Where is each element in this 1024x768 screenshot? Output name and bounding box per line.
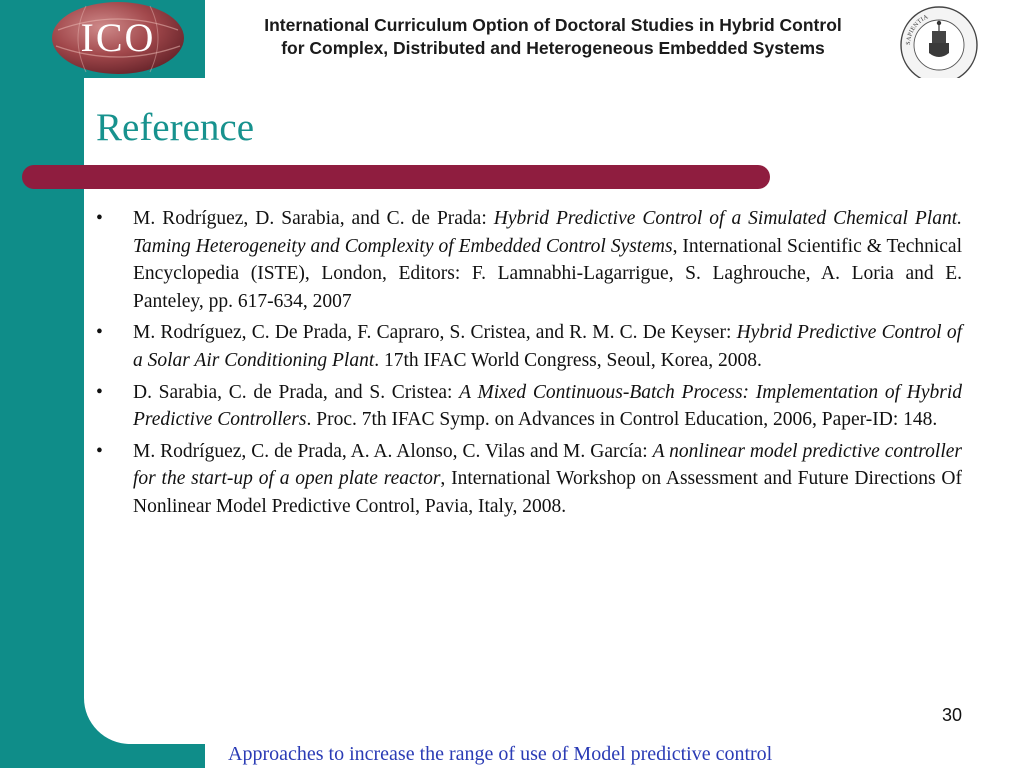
reference-authors: M. Rodríguez, C. De Prada, F. Capraro, S. Cristea, and R. M. C. De Keyser: <box>133 322 737 344</box>
bullet: • <box>96 208 103 229</box>
reference-item <box>96 379 962 434</box>
title-divider <box>22 165 770 189</box>
reference-details: . 17th IFAC World Congress, Seoul, Korea, 2008. <box>374 349 762 371</box>
header-title <box>218 14 888 60</box>
bullet: • <box>96 381 103 403</box>
bullet: • <box>96 322 103 344</box>
bullet: • <box>96 440 103 462</box>
slide-title: Reference <box>96 106 255 149</box>
reference-item <box>96 205 962 315</box>
reference-authors: M. Rodríguez, C. de Prada, A. A. Alonso, C. Vilas and M. García: <box>133 440 653 462</box>
reference-details: . Proc. 7th IFAC Symp. on Advances in Control Education, 2006, Paper-ID: 148. <box>306 409 938 431</box>
ico-logo-text: ICO <box>80 15 156 60</box>
footer-text: Approaches to increase the range of use of Model predictive control <box>228 743 773 765</box>
reference-work: Hybrid Predictive Control of a Simulated Chemical Plant. Taming Heterogeneity and Complexity of Embedded Control Systems <box>133 208 962 257</box>
reference-work: Hybrid Predictive Control of a Solar Air Conditioning Plant <box>133 322 962 371</box>
reference-authors: D. Sarabia, C. de Prada, and S. Cristea: <box>133 381 460 403</box>
reference-details: , International Scientific & Technical Encyclopedia (ISTE), London, Editors: F. Lamnabhi-Lagarrigue, S. Laghrouche, A. Loria and E. Panteley, pp. 617-634, 2007 <box>133 235 962 312</box>
header-title-line-1: International Curriculum Option of Doctoral Studies in Hybrid Control <box>264 15 842 35</box>
university-seal-icon <box>896 3 982 87</box>
reference-work: A Mixed Continuous-Batch Process: Implementation of Hybrid Predictive Controllers <box>133 381 963 431</box>
seal-motto: SAPIENTIA <box>904 13 930 46</box>
reference-item <box>96 319 962 374</box>
reference-item <box>96 438 962 521</box>
reference-details: , International Workshop on Assessment and Future Directions Of Nonlinear Model Predictive Control, Pavia, Italy, 2008. <box>133 468 962 517</box>
reference-work: A nonlinear model predictive controller for the start-up of a open plate reactor <box>133 440 962 490</box>
ico-logo <box>0 0 205 78</box>
header-title-line-2: for Complex, Distributed and Heterogeneous Embedded Systems <box>281 38 825 58</box>
page-number: 30 <box>941 705 962 725</box>
reference-list <box>96 205 962 525</box>
reference-authors: M. Rodríguez, D. Sarabia, and C. de Prada: <box>133 208 494 229</box>
